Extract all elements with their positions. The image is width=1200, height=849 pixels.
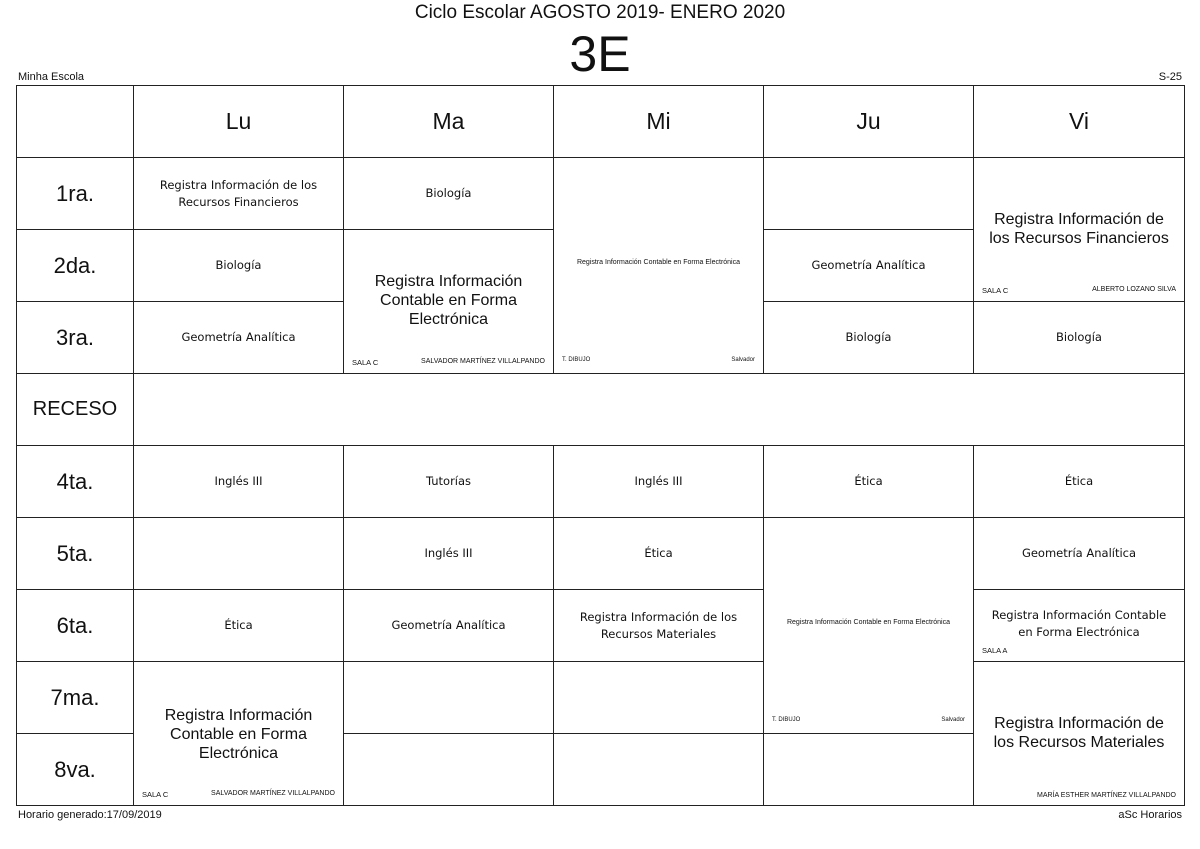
lesson-subject: Registra Información de los Recursos Materiales	[579, 609, 738, 641]
lesson-cell	[134, 662, 344, 806]
period-label: 7ma.	[17, 662, 134, 734]
lesson-subject: Registra Información Contable en Forma Electrónica	[786, 619, 951, 626]
school-name: Minha Escola	[18, 71, 85, 83]
lesson-cell	[974, 518, 1185, 590]
lesson-cell	[974, 662, 1185, 806]
day-header-ma: Ma	[344, 86, 554, 158]
lesson-subject: Biología	[425, 186, 472, 200]
lesson-footer	[562, 357, 755, 363]
lesson-cell	[764, 518, 974, 734]
lesson-cell	[764, 158, 974, 230]
software-brand: aSc Horarios	[1118, 809, 1182, 821]
lesson-subject: Ética	[854, 474, 883, 488]
lesson-cell	[134, 302, 344, 374]
lesson-cell	[554, 662, 764, 734]
lesson-subject: Inglés III	[424, 546, 473, 560]
lesson-subject: Ética	[224, 618, 253, 632]
lesson-subject: Registra Información de los Recursos Financieros	[159, 177, 318, 209]
lesson-footer	[982, 286, 1176, 295]
lesson-subject: Registra Información Contable en Forma Electrónica	[374, 273, 523, 328]
lesson-subject: Geometría Analítica	[811, 258, 926, 272]
lesson-cell	[134, 590, 344, 662]
lesson-teacher: SALVADOR MARTÍNEZ VILLALPANDO	[211, 790, 335, 797]
period-row	[17, 158, 1185, 230]
lesson-room: T. DIBUJO	[562, 357, 591, 363]
day-header-mi: Mi	[554, 86, 764, 158]
lesson-subject: Registra Información Contable en Forma Electrónica	[991, 608, 1167, 639]
lesson-cell	[134, 158, 344, 230]
lesson-cell	[974, 302, 1185, 374]
lesson-room: SALA C	[982, 286, 1009, 295]
lesson-subject: Geometría Analítica	[391, 618, 506, 632]
lesson-subject: Registra Información Contable en Forma Electrónica	[164, 707, 313, 762]
lesson-subject: Registra Información Contable en Forma Electrónica	[576, 259, 741, 266]
lesson-cell	[764, 302, 974, 374]
lesson-teacher: ALBERTO LOZANO SILVA	[1092, 286, 1176, 293]
lesson-room: SALA C	[352, 358, 379, 367]
period-row	[17, 518, 1185, 590]
period-label: 8va.	[17, 734, 134, 806]
lesson-subject: Inglés III	[634, 474, 683, 488]
period-label: 1ra.	[17, 158, 134, 230]
period-label: 4ta.	[17, 446, 134, 518]
lesson-cell	[554, 158, 764, 374]
day-header-ju: Ju	[764, 86, 974, 158]
lesson-subject: Geometría Analítica	[1021, 546, 1137, 560]
lesson-cell	[764, 734, 974, 806]
lesson-room: T. DIBUJO	[772, 717, 801, 723]
lesson-footer	[352, 358, 545, 367]
period-label: RECESO	[17, 374, 134, 446]
group-title: 3E	[569, 26, 631, 82]
school-cycle-title: Ciclo Escolar AGOSTO 2019- ENERO 2020	[414, 2, 786, 23]
lesson-subject: Geometría Analítica	[181, 330, 296, 344]
lesson-cell	[764, 230, 974, 302]
period-row	[17, 662, 1185, 734]
lesson-subject: Biología	[215, 258, 262, 272]
lesson-cell	[344, 158, 554, 230]
lesson-cell	[554, 518, 764, 590]
lesson-room: SALA C	[142, 790, 169, 799]
lesson-room: SALA A	[982, 646, 1008, 655]
lesson-subject: Biología	[1056, 330, 1102, 344]
lesson-cell	[974, 158, 1185, 302]
lesson-cell	[134, 230, 344, 302]
corner-cell	[17, 86, 134, 158]
lesson-cell	[344, 446, 554, 518]
day-header-row	[17, 86, 1185, 158]
lesson-subject: Ética	[644, 546, 673, 560]
period-label: 5ta.	[17, 518, 134, 590]
period-label: 3ra.	[17, 302, 134, 374]
lesson-cell	[974, 590, 1185, 662]
lesson-cell	[764, 446, 974, 518]
lesson-cell	[974, 446, 1185, 518]
lesson-subject: Inglés III	[214, 474, 263, 488]
lesson-cell	[554, 446, 764, 518]
lesson-footer	[982, 646, 1176, 655]
period-row	[17, 590, 1185, 662]
lesson-subject: Ética	[1064, 474, 1094, 488]
lesson-cell	[344, 590, 554, 662]
lesson-cell	[134, 446, 344, 518]
day-header-lu: Lu	[134, 86, 344, 158]
lesson-cell	[554, 590, 764, 662]
room-code: S-25	[1158, 71, 1182, 83]
generated-date: Horario generado:17/09/2019	[18, 809, 162, 821]
day-header-vi: Vi	[974, 86, 1185, 158]
lesson-cell	[134, 518, 344, 590]
lesson-subject: Tutorías	[425, 474, 472, 488]
timetable	[16, 85, 1185, 806]
lesson-teacher: Salvador	[731, 357, 755, 363]
lesson-cell	[344, 518, 554, 590]
lesson-footer	[772, 717, 965, 723]
recess-cell	[134, 374, 1185, 446]
lesson-subject: Biología	[845, 330, 892, 344]
lesson-footer	[142, 790, 335, 799]
lesson-teacher: Salvador	[941, 717, 965, 723]
lesson-cell	[344, 230, 554, 374]
lesson-cell	[554, 734, 764, 806]
lesson-teacher: SALVADOR MARTÍNEZ VILLALPANDO	[421, 358, 545, 365]
lesson-footer	[982, 792, 1176, 799]
recess-row	[17, 374, 1185, 446]
lesson-cell	[344, 734, 554, 806]
period-label: 6ta.	[17, 590, 134, 662]
lesson-subject: Registra Información de los Recursos Materiales	[993, 715, 1165, 751]
period-row	[17, 446, 1185, 518]
period-label: 2da.	[17, 230, 134, 302]
lesson-teacher: MARÍA ESTHER MARTÍNEZ VILLALPANDO	[1037, 792, 1176, 799]
lesson-cell	[344, 662, 554, 734]
lesson-subject: Registra Información de los Recursos Financieros	[989, 211, 1169, 247]
